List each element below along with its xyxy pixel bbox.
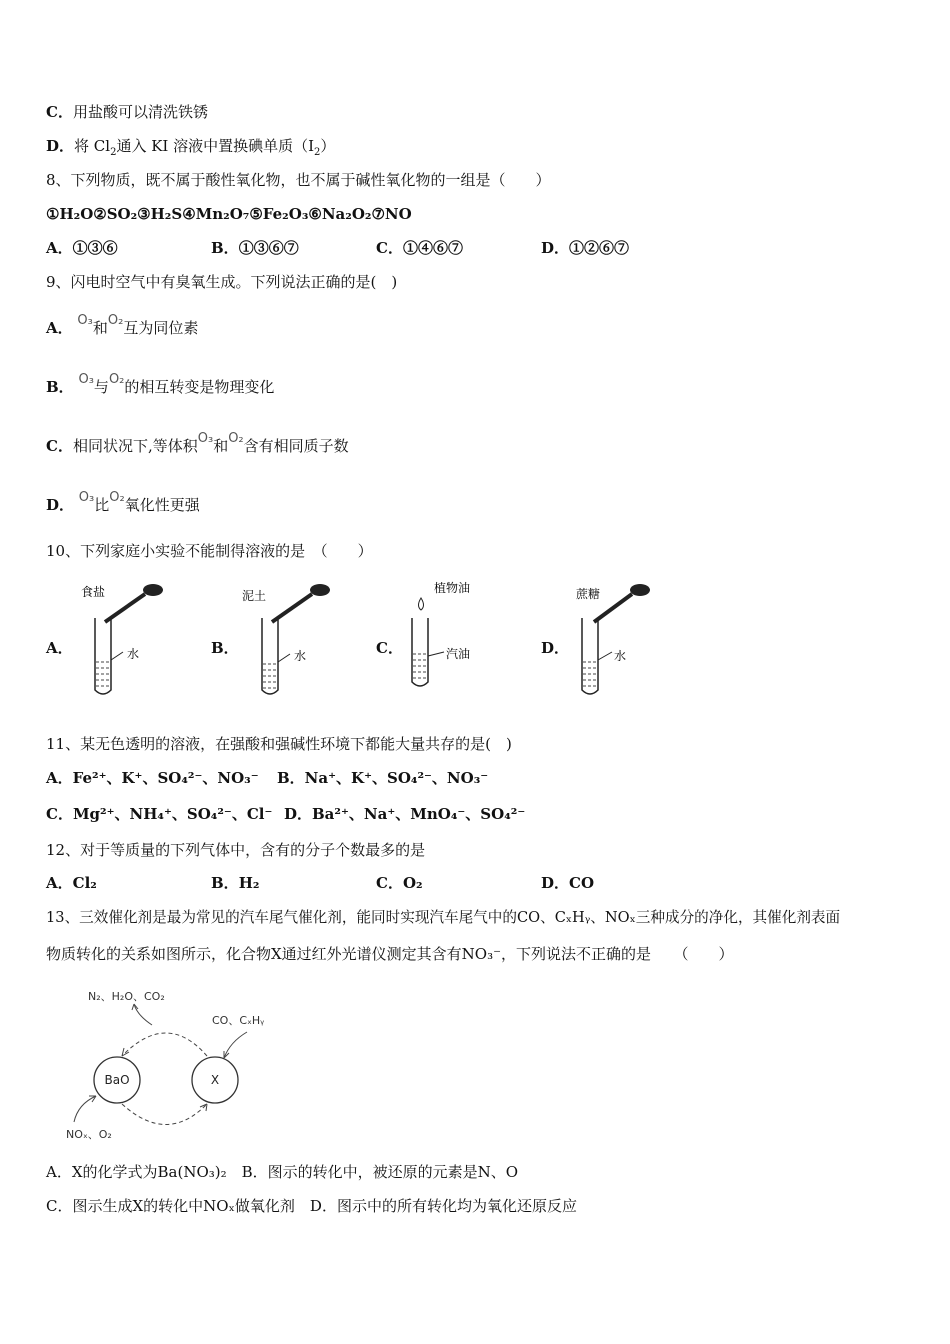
q8-option-d: D．①②⑥⑦ bbox=[541, 239, 630, 257]
q11-option-a: A．Fe²⁺、K⁺、SO₄²⁻、NO₃⁻ bbox=[46, 769, 259, 787]
solvent-label: 水 bbox=[294, 649, 307, 663]
products-label: N₂、H₂O、CO₂ bbox=[88, 990, 165, 1003]
spoon-icon bbox=[630, 584, 650, 596]
spoon-icon bbox=[143, 584, 163, 596]
solute-label: 食盐 bbox=[81, 585, 106, 599]
reductants-label: CO、CₓHᵧ bbox=[212, 1014, 265, 1027]
nox-arrow bbox=[74, 1096, 96, 1122]
q10-figure-c bbox=[404, 578, 514, 700]
q10-stem: 10、下列家庭小实验不能制得溶液的是 （ ） bbox=[46, 542, 373, 560]
q9-option-a: A． O₃和O₂互为同位素 bbox=[46, 313, 199, 337]
q13-options-cd: C．图示生成X的转化中NOₓ做氧化剂 D．图示中的所有转化均为氧化还原反应 bbox=[46, 1197, 577, 1215]
q12-option-d: D．CO bbox=[541, 874, 595, 892]
lower-arrow bbox=[122, 1104, 207, 1125]
q8-stem: 8、下列物质，既不属于酸性氧化物，也不属于碱性氧化物的一组是（ ） bbox=[46, 171, 551, 189]
q8-option-b: B．①③⑥⑦ bbox=[211, 239, 299, 257]
q8-substance-list: ①H₂O②SO₂③H₂S④Mn₂O₇⑤Fe₂O₃⑥Na₂O₂⑦NO bbox=[46, 205, 412, 223]
q10-option-b-letter: B． bbox=[211, 639, 239, 657]
q12-stem: 12、对于等质量的下列气体中，含有的分子个数最多的是 bbox=[46, 841, 426, 859]
q12-option-a: A．Cl₂ bbox=[46, 874, 97, 892]
x-label: X bbox=[210, 1073, 220, 1087]
q12-option-c: C．O₂ bbox=[376, 874, 423, 892]
oil-drop-icon bbox=[419, 598, 424, 610]
q10-option-c-letter: C． bbox=[376, 639, 403, 657]
q9-option-c: C．相同状况下,等体积O₃和O₂含有相同质子数 bbox=[46, 431, 349, 455]
q10-figure-d bbox=[570, 578, 670, 700]
test-tube-icon bbox=[412, 618, 428, 686]
solute-label: 蔗糖 bbox=[576, 587, 601, 601]
spoon-icon bbox=[310, 584, 330, 596]
test-tube-icon bbox=[582, 618, 598, 694]
q7-option-d: D．将 $Cl_2$通入 KI 溶液中置换碘单质$(I_2)$ bbox=[46, 137, 336, 158]
q10-option-a-letter: A． bbox=[46, 639, 73, 657]
solvent-label: 水 bbox=[127, 647, 140, 661]
solvent-label: 汽油 bbox=[446, 647, 471, 661]
q10-option-d-letter: D． bbox=[541, 639, 570, 657]
q11-stem: 11、某无色透明的溶液，在强酸和强碱性环境下都能大量共存的是( ) bbox=[46, 735, 512, 753]
upper-arrow bbox=[122, 1033, 207, 1056]
test-tube-icon bbox=[262, 618, 278, 694]
q8-option-a: A．①③⑥ bbox=[46, 239, 118, 257]
q13-stem-line2: 物质转化的关系如图所示，化合物X通过红外光谱仪测定其含有NO₃⁻，下列说法不正确的是 （ ） bbox=[46, 945, 734, 963]
q12-option-b: B．H₂ bbox=[211, 874, 260, 892]
q11-option-d: D．Ba²⁺、Na⁺、MnO₄⁻、SO₄²⁻ bbox=[284, 805, 526, 823]
q13-conversion-diagram bbox=[62, 980, 302, 1145]
q9-stem: 9、闪电时空气中有臭氧生成。下列说法正确的是( ) bbox=[46, 273, 398, 291]
q13-stem-line1: 13、三效催化剂是最为常见的汽车尾气催化剂，能同时实现汽车尾气中的CO、CₓHᵧ、NOₓ三种成分的净化，其催化剂表面 bbox=[46, 909, 841, 926]
solute-label: 泥土 bbox=[242, 589, 267, 603]
solute-label: 植物油 bbox=[434, 581, 471, 595]
nox-label: NOₓ、O₂ bbox=[66, 1128, 112, 1141]
q10-figure-a bbox=[75, 578, 175, 700]
q9-option-b: B． O₃与O₂的相互转变是物理变化 bbox=[46, 372, 275, 396]
q10-figure-b bbox=[240, 578, 340, 700]
q9-option-d: D． O₃比O₂氧化性更强 bbox=[46, 490, 200, 514]
q13-options-ab: A．X的化学式为Ba(NO₃)₂ B．图示的转化中，被还原的元素是N、O bbox=[46, 1163, 519, 1181]
bao-label: BaO bbox=[104, 1073, 130, 1087]
q11-option-c: C．Mg²⁺、NH₄⁺、SO₄²⁻、Cl⁻ bbox=[46, 805, 273, 823]
q7-option-c: C．用盐酸可以清洗铁锈 bbox=[46, 103, 208, 121]
q8-option-c: C．①④⑥⑦ bbox=[376, 239, 463, 257]
q11-option-b: B．Na⁺、K⁺、SO₄²⁻、NO₃⁻ bbox=[277, 769, 489, 787]
solvent-label: 水 bbox=[614, 649, 627, 663]
